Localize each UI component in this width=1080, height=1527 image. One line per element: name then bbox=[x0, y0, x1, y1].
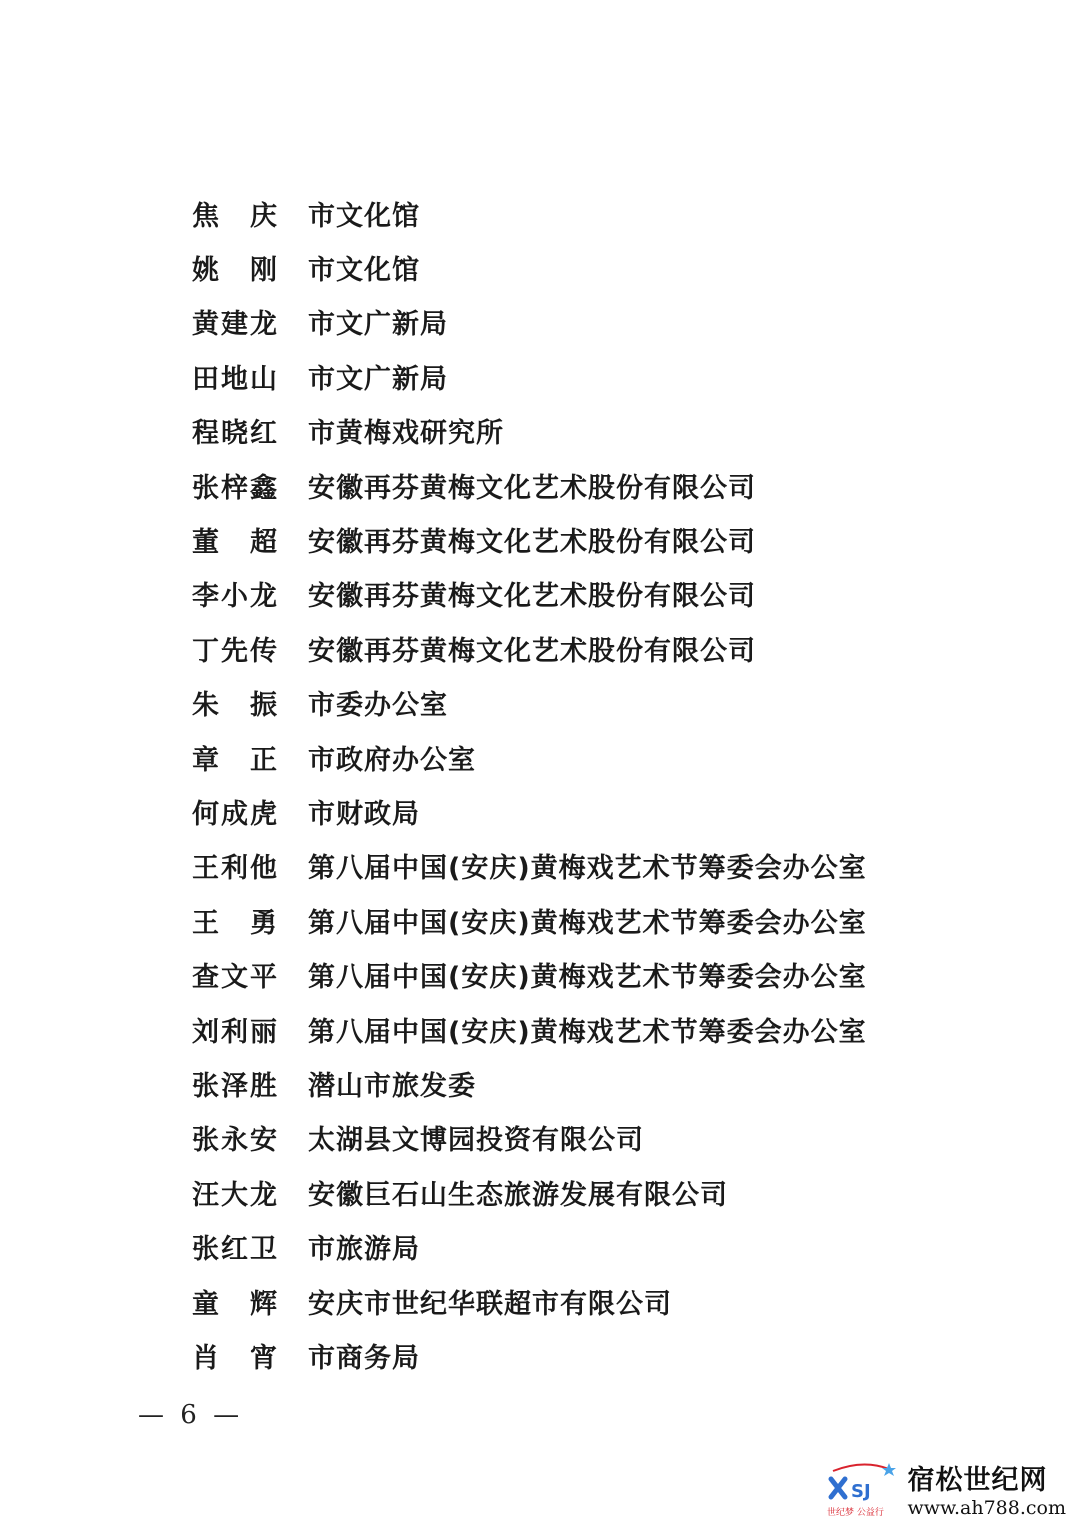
roster-row bbox=[192, 1165, 1012, 1219]
page-number: — 6 — bbox=[138, 1400, 244, 1430]
member-name-char: 丽 bbox=[250, 1016, 278, 1048]
roster-row bbox=[192, 730, 1012, 784]
site-watermark bbox=[823, 1458, 1066, 1519]
roster-row bbox=[192, 458, 1012, 512]
member-name-char: 传 bbox=[250, 635, 278, 667]
roster-row bbox=[192, 1111, 1012, 1165]
member-organization: 安庆市世纪华联超市有限公司 bbox=[308, 1288, 672, 1320]
roster-row bbox=[192, 893, 1012, 947]
member-name-char: 胜 bbox=[250, 1070, 278, 1102]
member-organization: 第八届中国(安庆)黄梅戏艺术节筹委会办公室 bbox=[308, 853, 867, 885]
member-organization: 安徽再芬黄梅文化艺术股份有限公司 bbox=[308, 527, 756, 559]
member-organization: 潜山市旅发委 bbox=[308, 1070, 476, 1102]
member-name-char: 龙 bbox=[250, 309, 278, 341]
logo-caption: 世纪梦 公益行 bbox=[827, 1507, 885, 1518]
member-name bbox=[192, 1227, 278, 1266]
roster-row bbox=[192, 567, 1012, 621]
svg-text:SJ: SJ bbox=[851, 1480, 872, 1502]
member-organization: 安徽再芬黄梅文化艺术股份有限公司 bbox=[308, 635, 756, 667]
member-organization: 市财政局 bbox=[308, 798, 420, 830]
member-name-char: 董 bbox=[192, 527, 220, 559]
roster-row bbox=[192, 839, 1012, 893]
member-name-char: 刚 bbox=[250, 255, 278, 287]
member-name bbox=[192, 357, 278, 396]
member-name-char: 丁 bbox=[192, 635, 220, 667]
roster-row bbox=[192, 186, 1012, 240]
member-name-char: 振 bbox=[250, 690, 278, 722]
member-name-char: 先 bbox=[221, 635, 249, 667]
member-name-char: 红 bbox=[221, 1234, 249, 1266]
roster-row bbox=[192, 676, 1012, 730]
member-name-char: 李 bbox=[192, 581, 220, 613]
site-url: www.ah788.com bbox=[907, 1497, 1066, 1519]
member-name-char: 鑫 bbox=[250, 472, 278, 504]
member-name-char: 大 bbox=[221, 1179, 249, 1211]
member-name-char: 卫 bbox=[250, 1234, 278, 1266]
member-name-char: 庆 bbox=[250, 200, 278, 232]
member-name bbox=[192, 955, 278, 994]
member-name-char: 龙 bbox=[250, 1179, 278, 1211]
roster-row bbox=[192, 404, 1012, 458]
member-name bbox=[192, 1336, 278, 1375]
member-organization: 第八届中国(安庆)黄梅戏艺术节筹委会办公室 bbox=[308, 962, 867, 994]
member-name-char: 虎 bbox=[250, 798, 278, 830]
member-name bbox=[192, 1010, 278, 1049]
member-organization: 安徽再芬黄梅文化艺术股份有限公司 bbox=[308, 472, 756, 504]
member-name-char: 安 bbox=[250, 1125, 278, 1157]
member-name bbox=[192, 901, 278, 940]
member-name bbox=[192, 520, 278, 559]
roster-row bbox=[192, 1219, 1012, 1273]
member-organization: 安徽巨石山生态旅游发展有限公司 bbox=[308, 1179, 728, 1211]
member-name bbox=[192, 683, 278, 722]
member-roster bbox=[192, 186, 1012, 1383]
member-name-char: 正 bbox=[250, 744, 278, 776]
member-name-char: 王 bbox=[192, 907, 220, 939]
member-organization: 第八届中国(安庆)黄梅戏艺术节筹委会办公室 bbox=[308, 907, 867, 939]
member-organization: 市商务局 bbox=[308, 1342, 420, 1374]
member-name-char: 平 bbox=[250, 962, 278, 994]
member-name-char: 晓 bbox=[221, 418, 249, 450]
member-name-char: 肖 bbox=[192, 1342, 220, 1374]
member-name-char: 童 bbox=[192, 1288, 220, 1320]
member-name-char: 地 bbox=[221, 363, 249, 395]
member-name bbox=[192, 1173, 278, 1212]
member-organization: 市文广新局 bbox=[308, 363, 448, 395]
member-organization: 安徽再芬黄梅文化艺术股份有限公司 bbox=[308, 581, 756, 613]
roster-row bbox=[192, 240, 1012, 294]
member-organization: 市文化馆 bbox=[308, 255, 420, 287]
member-organization: 市委办公室 bbox=[308, 690, 448, 722]
roster-row bbox=[192, 947, 1012, 1001]
member-name bbox=[192, 1064, 278, 1103]
member-name-char: 姚 bbox=[192, 255, 220, 287]
member-organization: 市黄梅戏研究所 bbox=[308, 418, 504, 450]
roster-row bbox=[192, 784, 1012, 838]
member-name-char: 红 bbox=[250, 418, 278, 450]
member-name-char: 勇 bbox=[250, 907, 278, 939]
member-name bbox=[192, 738, 278, 777]
member-name-char: 何 bbox=[192, 798, 220, 830]
member-name-char: 文 bbox=[221, 962, 249, 994]
roster-row bbox=[192, 295, 1012, 349]
member-name bbox=[192, 792, 278, 831]
member-name-char: 宵 bbox=[250, 1342, 278, 1374]
member-name bbox=[192, 466, 278, 505]
member-name-char: 超 bbox=[250, 527, 278, 559]
member-name-char: 汪 bbox=[192, 1179, 220, 1211]
member-organization: 市政府办公室 bbox=[308, 744, 476, 776]
member-name-char: 田 bbox=[192, 363, 220, 395]
member-organization: 市文化馆 bbox=[308, 200, 420, 232]
member-name-char: 泽 bbox=[221, 1070, 249, 1102]
member-name-char: 章 bbox=[192, 744, 220, 776]
member-organization: 市旅游局 bbox=[308, 1234, 420, 1266]
roster-row bbox=[192, 621, 1012, 675]
member-name-char: 龙 bbox=[250, 581, 278, 613]
site-title: 宿松世纪网 bbox=[907, 1465, 1048, 1496]
member-name-char: 山 bbox=[250, 363, 278, 395]
member-name-char: 张 bbox=[192, 472, 220, 504]
member-name bbox=[192, 574, 278, 613]
member-organization: 第八届中国(安庆)黄梅戏艺术节筹委会办公室 bbox=[308, 1016, 867, 1048]
member-name bbox=[192, 846, 278, 885]
member-name-char: 黄 bbox=[192, 309, 220, 341]
member-name-char: 辉 bbox=[250, 1288, 278, 1320]
member-name-char: 张 bbox=[192, 1125, 220, 1157]
member-name-char: 他 bbox=[250, 853, 278, 885]
member-name-char: 成 bbox=[221, 798, 249, 830]
roster-row bbox=[192, 1002, 1012, 1056]
member-name-char: 永 bbox=[221, 1125, 249, 1157]
roster-row bbox=[192, 1274, 1012, 1328]
member-name bbox=[192, 629, 278, 668]
member-name bbox=[192, 194, 278, 233]
roster-row bbox=[192, 1328, 1012, 1382]
member-name-char: 张 bbox=[192, 1234, 220, 1266]
member-name-char: 张 bbox=[192, 1070, 220, 1102]
member-name-char: 朱 bbox=[192, 690, 220, 722]
member-organization: 市文广新局 bbox=[308, 309, 448, 341]
member-name-char: 焦 bbox=[192, 200, 220, 232]
member-organization: 太湖县文博园投资有限公司 bbox=[308, 1125, 644, 1157]
member-name-char: 王 bbox=[192, 853, 220, 885]
member-name-char: 刘 bbox=[192, 1016, 220, 1048]
member-name-char: 利 bbox=[221, 1016, 249, 1048]
member-name-char: 建 bbox=[221, 309, 249, 341]
member-name-char: 程 bbox=[192, 418, 220, 450]
member-name-char: 查 bbox=[192, 962, 220, 994]
member-name bbox=[192, 1282, 278, 1321]
member-name bbox=[192, 411, 278, 450]
member-name-char: 梓 bbox=[221, 472, 249, 504]
member-name bbox=[192, 248, 278, 287]
member-name bbox=[192, 302, 278, 341]
roster-row bbox=[192, 349, 1012, 403]
roster-row bbox=[192, 512, 1012, 566]
site-logo-icon bbox=[823, 1459, 903, 1519]
member-name-char: 小 bbox=[221, 581, 249, 613]
member-name-char: 利 bbox=[221, 853, 249, 885]
member-name bbox=[192, 1118, 278, 1157]
roster-row bbox=[192, 1056, 1012, 1110]
